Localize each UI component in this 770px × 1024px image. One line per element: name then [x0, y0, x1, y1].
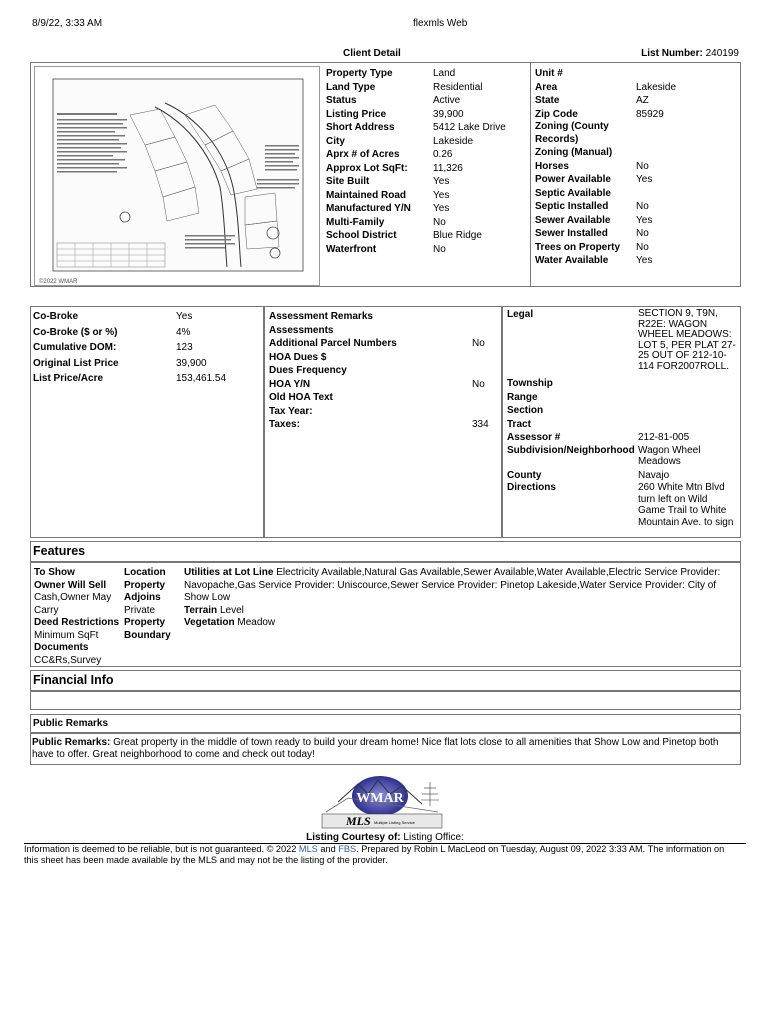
list-number-value: 240199	[705, 48, 739, 59]
property-row	[326, 81, 530, 95]
property-value: Lakeside	[433, 135, 474, 147]
location-label: Location	[124, 567, 166, 578]
assessment-value: No	[472, 378, 485, 390]
directions-line: Mountain Ave. to sign	[638, 516, 734, 528]
broker-label: List Price/Acre	[33, 373, 104, 384]
public-remarks-text: Great property in the middle of town ready to build your dream home! Nice flat lots close to all amenities that Show Low and Pinetop both	[113, 737, 719, 748]
client-detail-title: Client Detail	[343, 48, 401, 59]
property-value: Land	[433, 68, 456, 79]
property-value: 0.26	[433, 149, 453, 160]
utilities-text: Show Low	[184, 592, 231, 603]
legal-line: 25 OUT OF 212-10-	[638, 350, 727, 361]
property-label: Property Type	[326, 68, 393, 79]
assessment-row	[269, 378, 497, 392]
property-row	[326, 216, 530, 230]
disclaimer-text: Information is deemed to be reliable, but is not guaranteed. © 2022	[24, 844, 299, 854]
zip-label: Zip Code	[535, 108, 578, 120]
property-value: 5412 Lake Drive	[433, 122, 506, 133]
sewer-installed-label: Sewer Installed	[535, 228, 608, 239]
subdivision-line: Wagon Wheel	[638, 444, 701, 456]
listing-photo[interactable]	[34, 66, 320, 286]
column-divider	[530, 62, 531, 287]
broker-value: Yes	[176, 311, 193, 322]
zoning-county-label: Zoning (County Records)	[535, 121, 609, 145]
assessment-value: 334	[472, 419, 489, 430]
range-label: Range	[507, 391, 538, 403]
property-label: Maintained Road	[326, 189, 407, 201]
property-label: City	[326, 135, 345, 147]
assessment-label: Assessments	[269, 324, 334, 336]
disclaimer-text: and	[317, 844, 339, 854]
features-title: Features	[33, 544, 86, 558]
logo-mls-text: MLS	[346, 814, 371, 828]
property-label: Short Address	[326, 122, 395, 133]
terrain-value: Level	[219, 604, 244, 616]
zoning-manual-label: Zoning (Manual)	[535, 147, 613, 158]
property-row	[326, 202, 530, 216]
septic-installed-label: Septic Installed	[535, 201, 609, 212]
list-number	[641, 48, 739, 59]
features-to-show	[34, 567, 119, 667]
property-value: Yes	[433, 203, 450, 214]
property-value: Residential	[433, 81, 483, 93]
assessment-label: HOA Dues $	[269, 351, 327, 363]
property-label: Waterfront	[326, 243, 377, 255]
location-line: Private	[124, 604, 156, 616]
public-remarks-section	[30, 733, 741, 765]
section-label: Section	[507, 405, 544, 416]
directions-line: turn left on Wild	[638, 493, 708, 505]
logo-wmar-text: WMAR	[356, 791, 404, 806]
print-datetime: 8/9/22, 3:33 AM	[32, 18, 103, 29]
assessment-label: Assessment Remarks	[269, 311, 373, 322]
fbs-link[interactable]: FBS	[338, 844, 357, 854]
plat-map-image	[35, 67, 319, 285]
assessor-label: Assessor #	[507, 432, 561, 443]
state-label: State	[535, 95, 560, 106]
broker-row	[33, 325, 261, 341]
location-line: Boundary	[124, 629, 171, 641]
zip-value: 85929	[636, 108, 664, 120]
to-show-line: Cash,Owner May	[34, 592, 112, 603]
broker-label: Original List Price	[33, 357, 119, 369]
subdivision-line: Meadows	[638, 456, 681, 467]
broker-label: Co-Broke ($ or %)	[33, 326, 118, 338]
property-row	[326, 67, 530, 81]
sewer-installed-value: No	[636, 228, 649, 239]
broker-value: 153,461.54	[176, 373, 227, 384]
property-label: School District	[326, 230, 397, 241]
assessment-row	[269, 418, 497, 432]
disclaimer-text: this sheet has been made available by the MLS and may not be the listing of the provider.	[24, 854, 388, 865]
trees-value: No	[636, 241, 649, 253]
assessment-row	[269, 324, 497, 338]
public-remarks-title: Public Remarks	[33, 718, 109, 729]
property-row	[326, 162, 530, 176]
location-line: Property	[124, 579, 166, 591]
property-row	[326, 243, 530, 257]
directions-label: Directions	[507, 482, 556, 493]
county-value: Navajo	[638, 469, 670, 481]
financial-section	[30, 691, 741, 710]
utilities-text: Electricity Available,Natural Gas Available,Sewer Available,Water Available,Electric Service Provider:	[276, 567, 721, 578]
property-value: Yes	[433, 189, 450, 201]
water-value: Yes	[636, 255, 653, 266]
assessment-label: Dues Frequency	[269, 365, 347, 376]
sewer-available-label: Sewer Available	[535, 214, 611, 226]
broker-row	[33, 371, 261, 387]
courtesy-label: Listing Courtesy of:	[306, 832, 401, 843]
property-label: Multi-Family	[326, 216, 385, 228]
deed-restrictions-label: Deed Restrictions	[34, 617, 120, 628]
trees-label: Trees on Property	[535, 241, 621, 253]
location-info	[535, 67, 739, 268]
assessment-row	[269, 351, 497, 365]
to-show-label: To Show	[34, 567, 75, 578]
property-label: Approx Lot SqFt:	[326, 162, 408, 174]
to-show-line: Carry	[34, 604, 59, 616]
property-value: Yes	[433, 176, 450, 187]
broker-row	[33, 340, 261, 356]
subdivision-value	[638, 445, 700, 468]
assessment-label: Additional Parcel Numbers	[269, 338, 397, 349]
area-value: Lakeside	[636, 81, 677, 93]
assessment-row	[269, 405, 497, 419]
property-value: No	[433, 243, 446, 255]
power-label: Power Available	[535, 174, 611, 185]
utilities-label: Utilities at Lot Line	[184, 567, 274, 578]
listing-courtesy	[0, 832, 770, 843]
unit-label: Unit #	[535, 68, 563, 79]
photo-watermark: ©2022 WMAR	[39, 279, 78, 285]
footer-disclaimer	[24, 844, 748, 865]
property-row	[326, 94, 530, 108]
mls-link[interactable]: MLS	[298, 844, 318, 854]
legal-line: 114 FOR2007ROLL.	[638, 360, 729, 372]
to-show-line: Owner Will Sell	[34, 579, 107, 591]
assessment-row	[269, 364, 497, 378]
horses-value: No	[636, 160, 649, 172]
area-label: Area	[535, 81, 558, 93]
broker-row	[33, 309, 261, 325]
property-value: No	[433, 216, 446, 228]
property-value: 39,900	[433, 108, 464, 120]
property-row	[326, 229, 530, 243]
financial-header	[30, 670, 741, 691]
property-info	[326, 67, 530, 256]
logo-sub-text: Multiple Listing Service	[374, 820, 415, 825]
assessor-value: 212-81-005	[638, 432, 690, 443]
subdivision-label: Subdivision/Neighborhood	[507, 444, 635, 456]
deed-line: Documents	[34, 642, 89, 653]
assessment-row	[269, 337, 497, 351]
deed-line: Minimum SqFt	[34, 629, 99, 641]
broker-label: Cumulative DOM:	[33, 342, 117, 353]
broker-label: Co-Broke	[33, 311, 79, 322]
vegetation-value: Meadow	[237, 617, 276, 628]
location-line: Adjoins	[124, 592, 161, 603]
broker-value: 123	[176, 342, 193, 353]
legal-line: R22E: WAGON	[638, 318, 708, 330]
assessment-row	[269, 310, 497, 324]
tract-label: Tract	[507, 418, 531, 430]
assessment-row	[269, 391, 497, 405]
wmar-mls-logo	[318, 772, 448, 832]
property-label: Manufactured Y/N	[326, 203, 411, 214]
directions-value	[638, 482, 733, 528]
property-row	[326, 175, 530, 189]
location-line: Property	[124, 617, 166, 628]
water-label: Water Available	[535, 255, 609, 266]
property-row	[326, 121, 530, 135]
print-page-title: flexmls Web	[413, 18, 468, 29]
directions-line: 260 White Mtn Blvd	[638, 482, 725, 493]
assessment-label: Tax Year:	[269, 405, 313, 417]
features-utilities	[184, 567, 738, 630]
township-label: Township	[507, 378, 553, 389]
power-value: Yes	[636, 174, 653, 185]
list-number-label: List Number:	[641, 48, 703, 59]
directions-line: Game Trail to White	[638, 505, 727, 516]
property-label: Land Type	[326, 81, 376, 93]
legal-line: WHEEL MEADOWS:	[638, 329, 732, 340]
legal-label: Legal	[507, 309, 534, 320]
broker-info	[33, 309, 261, 387]
sewer-available-value: Yes	[636, 214, 653, 226]
financial-title: Financial Info	[33, 673, 114, 687]
property-label: Site Built	[326, 176, 370, 187]
public-remarks-text: have to offer. Great neighborhood to come and check out today!	[32, 749, 315, 760]
property-value: Active	[433, 95, 461, 106]
terrain-label: Terrain	[184, 604, 218, 616]
legal-line: LOT 5, PER PLAT 27-	[638, 339, 736, 351]
horses-label: Horses	[535, 160, 569, 172]
disclaimer-text: . Prepared by Robin L MacLeod on Tuesday, August 09, 2022 3:33 AM. The information on	[356, 844, 725, 854]
assessment-label: Taxes:	[269, 419, 300, 430]
property-label: Listing Price	[326, 108, 387, 120]
property-row	[326, 108, 530, 122]
courtesy-value: Listing Office:	[403, 832, 464, 843]
assessment-label: Old HOA Text	[269, 392, 333, 403]
features-location	[124, 567, 171, 642]
county-label: County	[507, 469, 542, 481]
septic-installed-value: No	[636, 201, 649, 212]
broker-row	[33, 356, 261, 372]
vegetation-label: Vegetation	[184, 617, 235, 628]
property-row	[326, 189, 530, 203]
public-remarks-label: Public Remarks:	[32, 737, 111, 748]
utilities-text: Navopache,Gas Service Provider: Uniscource,Sewer Service Provider: Pinetop Lakeside,Water Service Provider: City of	[184, 579, 717, 591]
public-remarks-header	[30, 714, 741, 733]
deed-line: CC&Rs,Survey	[34, 654, 102, 666]
state-value: AZ	[636, 95, 649, 106]
legal-line: SECTION 9, T9N,	[638, 308, 718, 319]
property-label: Aprx # of Acres	[326, 149, 400, 160]
property-label: Status	[326, 95, 357, 106]
property-row	[326, 148, 530, 162]
legal-info	[507, 309, 739, 530]
assessment-value: No	[472, 338, 485, 349]
property-value: Blue Ridge	[433, 230, 482, 241]
legal-description	[638, 309, 736, 372]
assessment-info	[269, 310, 497, 432]
property-row	[326, 135, 530, 149]
broker-value: 39,900	[176, 357, 207, 369]
assessment-label: HOA Y/N	[269, 378, 311, 390]
septic-available-label: Septic Available	[535, 187, 611, 199]
broker-value: 4%	[176, 326, 191, 338]
features-header	[30, 541, 741, 562]
property-value: 11,326	[433, 162, 463, 174]
